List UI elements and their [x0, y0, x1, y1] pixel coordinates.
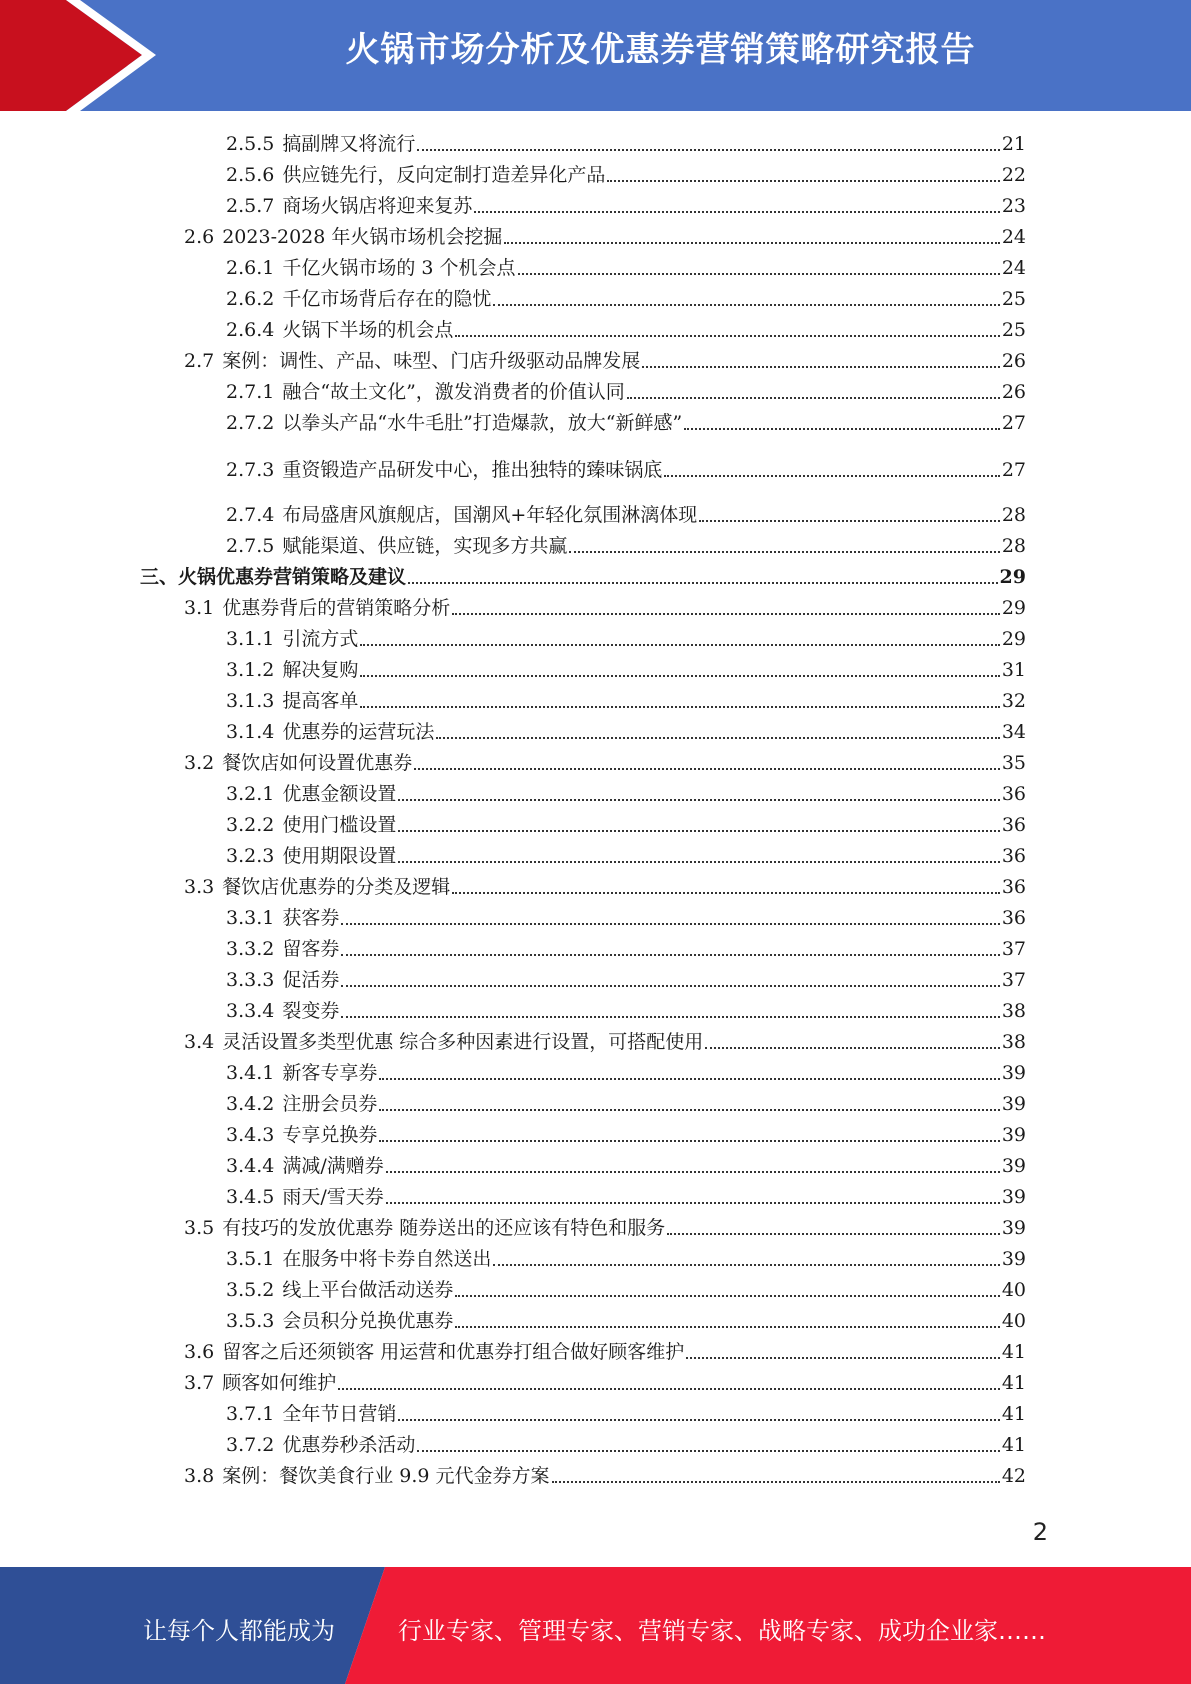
toc-entry-page: 25	[1001, 288, 1026, 310]
toc-entry-title: 重资锻造产品研发中心，推出独特的臻味锅底	[282, 459, 663, 481]
toc-entry-page: 39	[1001, 1248, 1026, 1270]
toc-dot-leader	[627, 396, 1000, 399]
toc-dot-leader	[684, 427, 1000, 430]
toc-dot-leader	[379, 1108, 999, 1111]
toc-entry[interactable]	[226, 1057, 1026, 1085]
toc-entry[interactable]	[226, 314, 1026, 342]
page-header	[0, 0, 1191, 111]
toc-entry-page: 37	[1001, 938, 1026, 960]
toc-entry[interactable]	[226, 840, 1026, 868]
toc-entry-title: 以拳头产品“水牛毛肚”打造爆款，放大“新鲜感”	[282, 412, 683, 434]
toc-entry[interactable]	[226, 499, 1026, 527]
toc-entry-title: 雨天/雪天券	[282, 1186, 384, 1208]
toc-entry-title: 优惠金额设置	[282, 783, 397, 805]
toc-entry-title: 融合“故土文化”，激发消费者的价值认同	[282, 381, 625, 403]
toc-entry-page: 26	[1001, 381, 1026, 403]
toc-dot-leader	[667, 1232, 1000, 1235]
toc-entry-title: 2023-2028 年火锅市场机会挖掘	[222, 226, 503, 248]
toc-entry-page: 28	[1001, 535, 1026, 557]
toc-entry-number: 2.7	[184, 350, 215, 372]
toc-dot-leader	[360, 674, 999, 677]
toc-entry-number: 3.1	[184, 597, 215, 619]
toc-entry[interactable]	[226, 1243, 1026, 1271]
toc-entry-number: 3.3.3	[226, 969, 275, 991]
toc-dot-leader	[664, 474, 999, 477]
toc-entry[interactable]	[226, 407, 1026, 435]
toc-dot-leader	[518, 272, 1000, 275]
toc-entry[interactable]	[140, 561, 1026, 589]
toc-entry[interactable]	[184, 1336, 1026, 1364]
toc-entry-page: 39	[1001, 1093, 1026, 1115]
toc-entry-title: 满减/满赠券	[282, 1155, 384, 1177]
toc-entry-number: 3.4.3	[226, 1124, 275, 1146]
toc-entry-title: 优惠券的运营玩法	[282, 721, 435, 743]
toc-dot-leader	[436, 736, 999, 739]
toc-entry-title: 获客券	[282, 907, 340, 929]
toc-dot-leader	[417, 148, 999, 151]
toc-entry-title: 新客专享券	[282, 1062, 378, 1084]
toc-entry-page: 42	[1001, 1465, 1026, 1487]
toc-entry-number: 3.4	[184, 1031, 215, 1053]
toc-dot-leader	[360, 705, 999, 708]
toc-entry-page: 31	[1001, 659, 1026, 681]
toc-entry-page: 32	[1001, 690, 1026, 712]
toc-entry-number: 3.6	[184, 1341, 215, 1363]
toc-entry-title: 顾客如何维护	[222, 1372, 337, 1394]
header-arrow-graphic	[0, 0, 160, 111]
toc-entry-number: 3.4.4	[226, 1155, 275, 1177]
toc-entry-number: 3.1.3	[226, 690, 275, 712]
toc-entry-title: 在服务中将卡券自然送出	[282, 1248, 492, 1270]
toc-entry-page: 26	[1001, 350, 1026, 372]
toc-entry-number: 2.7.5	[226, 535, 275, 557]
toc-entry-title: 火锅下半场的机会点	[282, 319, 454, 341]
toc-entry[interactable]	[226, 654, 1026, 682]
toc-entry-title: 全年节日营销	[282, 1403, 397, 1425]
toc-entry-number: 2.6.1	[226, 257, 275, 279]
toc-entry-title: 商场火锅店将迎来复苏	[282, 195, 473, 217]
toc-entry[interactable]	[226, 1119, 1026, 1147]
toc-entry-page: 39	[1001, 1186, 1026, 1208]
toc-entry-number: 3.5.2	[226, 1279, 275, 1301]
toc-entry[interactable]	[226, 995, 1026, 1023]
toc-entry-page: 24	[1001, 226, 1026, 248]
toc-entry-number: 3.5.3	[226, 1310, 275, 1332]
toc-entry-page: 38	[1001, 1000, 1026, 1022]
toc-entry[interactable]	[184, 871, 1026, 899]
toc-entry-page: 39	[1001, 1062, 1026, 1084]
toc-entry[interactable]	[226, 685, 1026, 713]
document-title: 火锅市场分析及优惠券营销策略研究报告	[345, 30, 976, 70]
toc-entry-page: 29	[1001, 597, 1026, 619]
toc-entry[interactable]	[226, 1088, 1026, 1116]
toc-entry[interactable]	[226, 1398, 1026, 1426]
toc-entry-number: 3.5	[184, 1217, 215, 1239]
toc-entry-page: 39	[1001, 1217, 1026, 1239]
toc-entry-page: 34	[1001, 721, 1026, 743]
toc-dot-leader	[341, 984, 999, 987]
toc-entry[interactable]	[226, 530, 1026, 558]
toc-entry-number: 3.5.1	[226, 1248, 275, 1270]
toc-entry-number: 3.2.2	[226, 814, 275, 836]
toc-entry-page: 29	[999, 566, 1026, 588]
toc-entry-page: 23	[1001, 195, 1026, 217]
toc-entry-number: 2.6	[184, 226, 215, 248]
toc-entry[interactable]	[226, 1274, 1026, 1302]
toc-entry-title: 使用门槛设置	[282, 814, 397, 836]
toc-entry[interactable]	[226, 283, 1026, 311]
toc-entry[interactable]	[184, 1212, 1026, 1240]
toc-dot-leader	[455, 1325, 999, 1328]
toc-entry[interactable]	[226, 190, 1026, 218]
toc-entry-number: 3.3	[184, 876, 215, 898]
toc-entry-title: 有技巧的发放优惠券 随券送出的还应该有特色和服务	[222, 1217, 666, 1239]
toc-dot-leader	[386, 1170, 1000, 1173]
toc-entry-title: 会员积分兑换优惠券	[282, 1310, 454, 1332]
toc-entry-number: 3.2	[184, 752, 215, 774]
toc-entry-number: 三、	[140, 566, 179, 588]
toc-entry[interactable]	[226, 933, 1026, 961]
toc-entry[interactable]	[184, 592, 1026, 620]
toc-entry[interactable]	[226, 376, 1026, 404]
toc-entry-number: 2.5.5	[226, 133, 275, 155]
toc-entry-title: 裂变券	[282, 1000, 340, 1022]
toc-entry[interactable]	[226, 454, 1026, 482]
toc-dot-leader	[417, 1449, 999, 1452]
toc-dot-leader	[338, 1387, 1000, 1390]
toc-dot-leader	[341, 953, 999, 956]
toc-entry-page: 41	[1001, 1341, 1026, 1363]
toc-dot-leader	[379, 1077, 999, 1080]
toc-entry[interactable]	[226, 252, 1026, 280]
toc-dot-leader	[386, 1201, 1000, 1204]
toc-entry-title: 注册会员券	[282, 1093, 378, 1115]
toc-entry-number: 2.5.7	[226, 195, 275, 217]
toc-entry-title: 提高客单	[282, 690, 359, 712]
toc-entry-number: 3.1.1	[226, 628, 275, 650]
toc-entry-number: 3.1.4	[226, 721, 275, 743]
toc-entry-title: 解决复购	[282, 659, 359, 681]
toc-entry-page: 21	[1001, 133, 1026, 155]
toc-dot-leader	[607, 179, 999, 182]
toc-entry-page: 35	[1001, 752, 1026, 774]
toc-entry-number: 3.7.2	[226, 1434, 275, 1456]
toc-dot-leader	[398, 860, 999, 863]
toc-entry-title: 留客券	[282, 938, 340, 960]
toc-entry-title: 优惠券背后的营销策略分析	[222, 597, 451, 619]
toc-entry[interactable]	[226, 623, 1026, 651]
toc-dot-leader	[398, 1418, 999, 1421]
toc-entry-number: 2.7.4	[226, 504, 275, 526]
toc-dot-leader	[699, 519, 1000, 522]
toc-entry-page: 27	[1001, 459, 1026, 481]
toc-entry[interactable]	[226, 1150, 1026, 1178]
toc-entry[interactable]	[226, 1181, 1026, 1209]
toc-entry-page: 41	[1001, 1434, 1026, 1456]
toc-entry[interactable]	[184, 221, 1026, 249]
toc-dot-leader	[414, 767, 1000, 770]
toc-entry[interactable]	[226, 1305, 1026, 1333]
toc-dot-leader	[398, 829, 999, 832]
toc-dot-leader	[493, 303, 999, 306]
toc-entry-title: 案例：调性、产品、味型、门店升级驱动品牌发展	[222, 350, 641, 372]
toc-entry-number: 2.6.4	[226, 319, 275, 341]
toc-dot-leader	[552, 1480, 1000, 1483]
toc-entry-page: 36	[1001, 814, 1026, 836]
toc-entry-title: 优惠券秒杀活动	[282, 1434, 416, 1456]
toc-entry-title: 专享兑换券	[282, 1124, 378, 1146]
toc-entry-title: 餐饮店如何设置优惠券	[222, 752, 413, 774]
toc-entry-page: 25	[1001, 319, 1026, 341]
toc-entry-title: 布局盛唐风旗舰店，国潮风+年轻化氛围淋漓体现	[282, 504, 698, 526]
toc-dot-leader	[504, 241, 999, 244]
toc-entry-title: 案例：餐饮美食行业 9.9 元代金券方案	[222, 1465, 550, 1487]
toc-entry-title: 引流方式	[282, 628, 359, 650]
toc-entry-page: 39	[1001, 1155, 1026, 1177]
toc-entry[interactable]	[184, 1460, 1026, 1488]
toc-entry[interactable]	[226, 128, 1026, 156]
toc-entry[interactable]	[226, 1429, 1026, 1457]
toc-entry-number: 2.7.3	[226, 459, 275, 481]
toc-entry-title: 火锅优惠券营销策略及建议	[178, 566, 407, 588]
toc-entry-page: 40	[1001, 1310, 1026, 1332]
toc-dot-leader	[360, 643, 999, 646]
toc-dot-leader	[642, 365, 1000, 368]
toc-entry-number: 3.4.2	[226, 1093, 275, 1115]
toc-entry-title: 搞副牌又将流行	[282, 133, 416, 155]
toc-dot-leader	[474, 210, 999, 213]
toc-entry-page: 24	[1001, 257, 1026, 279]
toc-entry[interactable]	[226, 809, 1026, 837]
toc-entry[interactable]	[226, 159, 1026, 187]
page-number: 2	[1032, 1518, 1048, 1546]
toc-entry-title: 赋能渠道、供应链，实现多方共赢	[282, 535, 568, 557]
toc-entry-page: 39	[1001, 1124, 1026, 1146]
toc-dot-leader	[686, 1356, 1000, 1359]
toc-entry-page: 37	[1001, 969, 1026, 991]
toc-entry-number: 3.4.1	[226, 1062, 275, 1084]
toc-entry-number: 3.8	[184, 1465, 215, 1487]
toc-entry-page: 38	[1001, 1031, 1026, 1053]
toc-dot-leader	[379, 1139, 999, 1142]
toc-entry-number: 2.7.1	[226, 381, 275, 403]
toc-entry[interactable]	[184, 747, 1026, 775]
toc-entry-title: 线上平台做活动送券	[282, 1279, 454, 1301]
toc-entry-title: 千亿市场背后存在的隐忧	[282, 288, 492, 310]
toc-entry-title: 留客之后还须锁客 用运营和优惠券打组合做好顾客维护	[222, 1341, 685, 1363]
toc-dot-leader	[452, 612, 1000, 615]
toc-entry-number: 2.7.2	[226, 412, 275, 434]
page-footer	[0, 1567, 1191, 1684]
toc-entry-number: 3.7.1	[226, 1403, 275, 1425]
toc-entry-number: 3.2.1	[226, 783, 275, 805]
toc-entry-title: 供应链先行，反向定制打造差异化产品	[282, 164, 606, 186]
toc-entry-page: 36	[1001, 783, 1026, 805]
toc-dot-leader	[569, 550, 999, 553]
toc-entry[interactable]	[226, 716, 1026, 744]
toc-dot-leader	[341, 922, 999, 925]
toc-entry-number: 3.3.1	[226, 907, 275, 929]
toc-dot-leader	[408, 581, 998, 584]
toc-dot-leader	[341, 1015, 999, 1018]
toc-entry-title: 千亿火锅市场的 3 个机会点	[282, 257, 516, 279]
toc-entry-number: 2.5.6	[226, 164, 275, 186]
toc-entry[interactable]	[226, 964, 1026, 992]
toc-entry-number: 3.3.4	[226, 1000, 275, 1022]
toc-entry-number: 3.4.5	[226, 1186, 275, 1208]
toc-entry-page: 28	[1001, 504, 1026, 526]
toc-entry-page: 41	[1001, 1403, 1026, 1425]
footer-slogan-left: 让每个人都能成为	[143, 1617, 335, 1645]
toc-entry-number: 3.1.2	[226, 659, 275, 681]
toc-entry-number: 3.3.2	[226, 938, 275, 960]
toc-entry-page: 29	[1001, 628, 1026, 650]
toc-dot-leader	[455, 334, 999, 337]
toc-entry-page: 27	[1001, 412, 1026, 434]
toc-entry-title: 促活券	[282, 969, 340, 991]
toc-entry-title: 使用期限设置	[282, 845, 397, 867]
toc-entry-number: 3.7	[184, 1372, 215, 1394]
toc-dot-leader	[493, 1263, 999, 1266]
footer-slogan-right: 行业专家、管理专家、营销专家、战略专家、成功企业家……	[398, 1617, 1046, 1645]
toc-dot-leader	[455, 1294, 999, 1297]
toc-entry[interactable]	[184, 1367, 1026, 1395]
toc-dot-leader	[398, 798, 999, 801]
toc-entry-page: 36	[1001, 907, 1026, 929]
toc-entry[interactable]	[226, 778, 1026, 806]
toc-entry-title: 餐饮店优惠券的分类及逻辑	[222, 876, 451, 898]
toc-entry-number: 3.2.3	[226, 845, 275, 867]
toc-entry-page: 36	[1001, 845, 1026, 867]
toc-dot-leader	[705, 1046, 1000, 1049]
toc-entry-page: 36	[1001, 876, 1026, 898]
toc-entry[interactable]	[184, 345, 1026, 373]
toc-entry-page: 40	[1001, 1279, 1026, 1301]
toc-entry-number: 2.6.2	[226, 288, 275, 310]
toc-dot-leader	[452, 891, 1000, 894]
toc-entry[interactable]	[226, 902, 1026, 930]
toc-entry[interactable]	[184, 1026, 1026, 1054]
toc-entry-page: 22	[1001, 164, 1026, 186]
toc-entry-title: 灵活设置多类型优惠 综合多种因素进行设置，可搭配使用	[222, 1031, 704, 1053]
toc-entry-page: 41	[1001, 1372, 1026, 1394]
